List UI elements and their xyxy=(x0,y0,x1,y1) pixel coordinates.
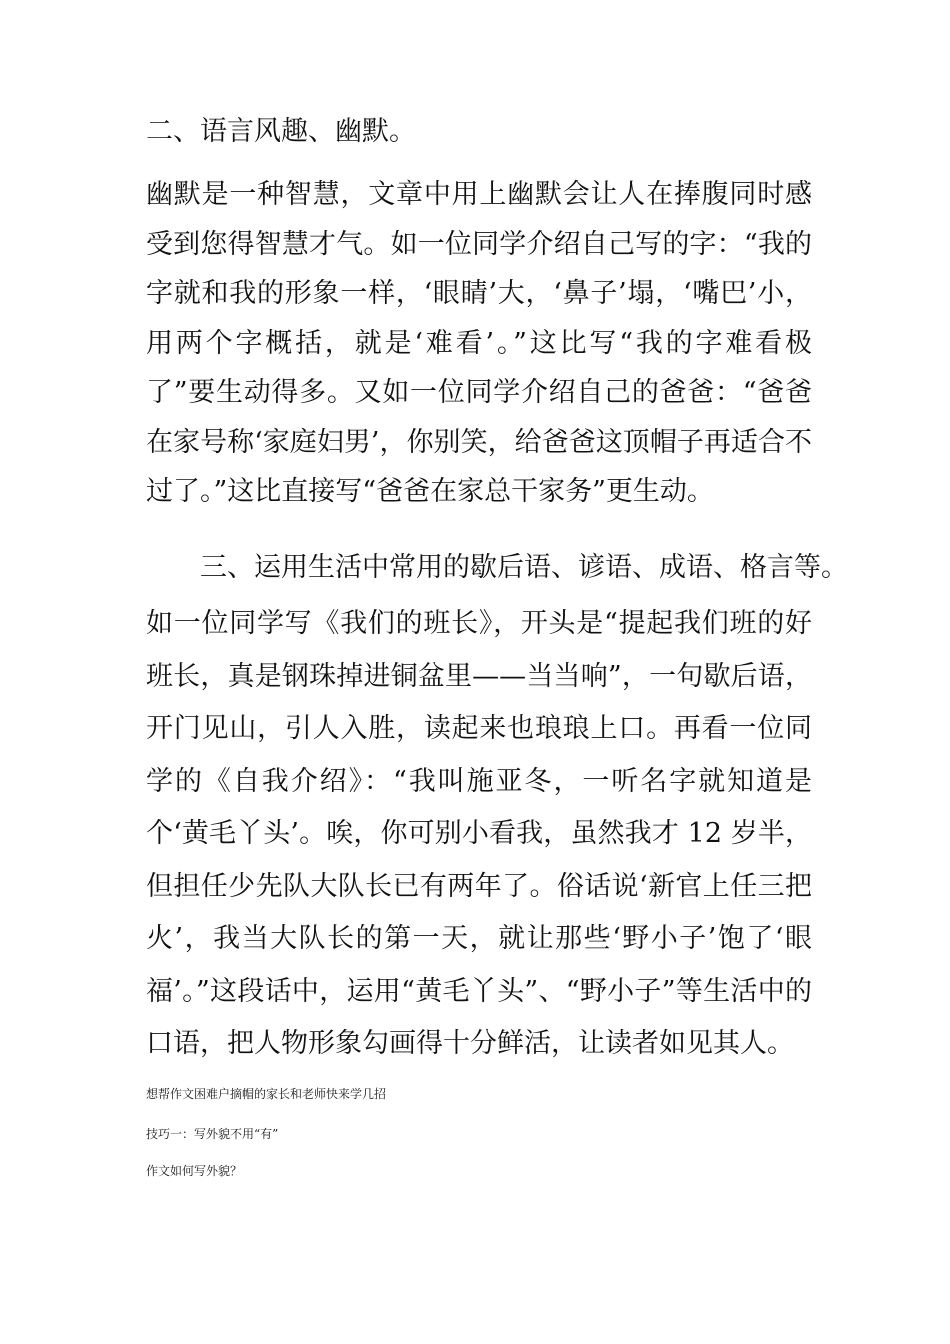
footer-note-tips-title: 想帮作文困难户摘帽的家长和老师快来学几招 xyxy=(146,1087,387,1101)
section-body-idioms: 如一位同学写《我们的班长》，开头是“提起我们班的好班长，真是钢珠掉进铜盆里——当当响”，一句歇后语，开门见山，引人入胜，读起来也琅琅上口。再看一位同学的《自我介绍》：“我叫施亚冬，一听名字就知道是个‘黄毛丫头’。唉，你可别小看我，虽然我才 12 岁半，但担任少先队大队长已有两年了。俗话说‘新官上任三把火’，我当大队长的第一天，就让那些‘野小子’饱了‘眼福’。”这段话中，运用“黄毛丫头”、“野小子”等生活中的口语，把人物形象勾画得十分鲜活，让读者如见其人。 xyxy=(146,608,812,1059)
footer-note-question: 作文如何写外貌？ xyxy=(146,1164,243,1178)
section-body-humor: 幽默是一种智慧，文章中用上幽默会让人在捧腹同时感受到您得智慧才气。如一位同学介绍自己写的字：“我的字就和我的形象一样，‘眼睛’大，‘鼻子’塌，‘嘴巴’小，用两个字概括，就是‘难看’。”这比写“我的字难看极了”要生动得多。又如一位同学介绍自己的爸爸：“爸爸在家号称‘家庭妇男’，你别笑，给爸爸这顶帽子再适合不过了。”这比直接写“爸爸在家总干家务”更生动。 xyxy=(146,179,812,507)
footer-note-tip-one: 技巧一：写外貌不用“有” xyxy=(146,1127,279,1141)
section-heading-humor: 二、语言风趣、幽默。 xyxy=(146,116,416,147)
section-heading-idioms: 三、运用生活中常用的歇后语、谚语、成语、格言等。 xyxy=(200,552,848,583)
